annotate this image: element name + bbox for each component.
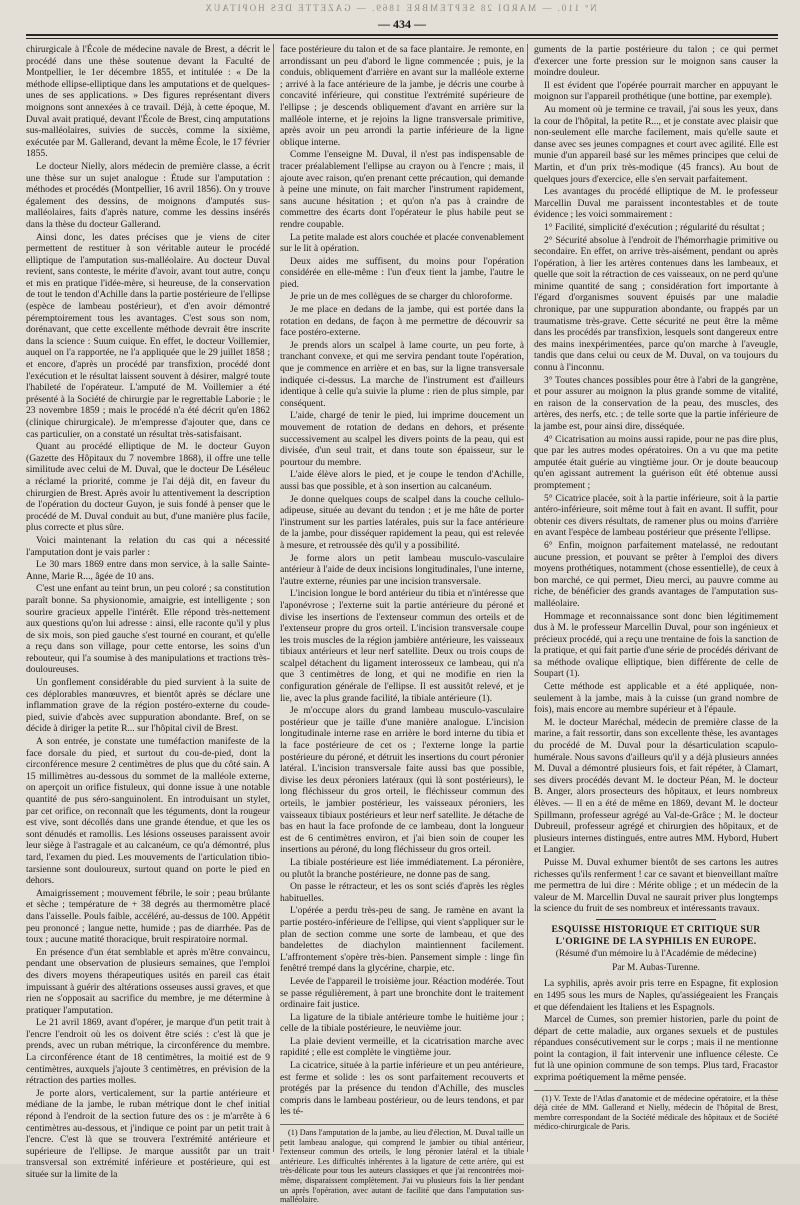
paragraph: Je m'occupe alors du grand lambeau musculo-vasculaire postérieur que je taille d'une manière analogue. L'incision longitudinale interne rase en arrière le bord interne du tibia et la face postérieure de cet os ; l'externe longe la partie postérieure du péroné, et détruit les insertions du court péronier latéral. L'incision transversale faite aussi bas que possible, divise les deux péroniers latéraux (qui là sont postérieurs), le long fléchisseur du gros orteil, le fléchisseur commun des orteils, le jambier postérieur, les vaisseaux péroniers, les vaisseaux tibiaux postérieurs et leur nerf satellite. Je détache de bas en haut la face profonde de ce lambeau, dont la longueur est de 6 centimètres environ, et j'ai bien soin de couper les insertions au péroné, du long fléchisseur du gros orteil. — [280, 705, 524, 856]
bleed-through-header: Nº 110. — MARDI 28 SEPTEMBRE 1869. — GAZETTE DES HOPITAUX — [203, 3, 597, 13]
paragraph: 1° Facilité, simplicité d'exécution ; régularité du résultat ; — [544, 221, 765, 233]
footnote-text: (1) Dans l'amputation de la jambe, au lieu d'élection, M. Duval taille un petit lambeau analogue, qui comprend le jambier ou tibial antérieur, l'extenseur commun des orteils, le long péronier latéral et la tibiale antérieure. Les difficultés inhérentes à la ligature de cette artère, qui est très-délicate pour tous les auteurs classiques et que j'ai rencontrées moi-même, disparaissent complètement. J'ai vu plusieurs fois la lier pendant un après l'opération, avec autant de facilité que dans l'amputation sus-malléolaire. — [280, 1128, 524, 1205]
column-divider — [527, 44, 528, 1152]
paragraph: Deux aides me suffisent, du moins pour l'opération considérée en elle-même : l'un d'eux tient la jambe, l'autre le pied. — [280, 255, 524, 290]
paragraph: Je porte alors, verticalement, sur la partie antérieure et médiane de la jambe, le ruban métrique dont le chef initial répond à l'endroit de la section future des os : je m'arrête à 6 centimètres au-dessous, et j'indique ce point par un petit trait à l'encre. C'est là que se trouvera l'extrémité antérieure et supérieure de l'ellipse. Je marque aussitôt par un trait transversal son extrémité inférieure et postérieure, qui est située sur la limite de la — [26, 1087, 270, 1180]
paragraph: La tibiale postérieure est liée immédiatement. La péronière, ou plutôt la branche postérieure, ne donne pas de sang. — [280, 856, 524, 880]
section-divider-ornament — [596, 919, 716, 920]
section-author: Par M. Aubas-Turenne. — [612, 962, 700, 973]
paragraph: On passe le rétracteur, et les os sont sciés d'après les règles habituelles. — [280, 881, 524, 904]
paragraph: Puisse M. Duval exhumer bientôt de ses cartons les autres richesses qu'ils renferment ! car ce savant et bienveillant maître me permettra de lui dire : Mérite oblige ; et un médecin de la valeur de M. Marcellin Duval ne saurait priver plus longtemps la science du fruit de ses nombreux et intéressants travaux. — [534, 856, 778, 915]
paragraph: La ligature de la tibiale antérieure tombe le huitième jour ; celle de la tibiale postérieure, le neuvième jour. — [280, 1011, 524, 1035]
footnote — [534, 1090, 778, 1132]
paragraph: Je prie un de mes collègues de se charger du chloroforme. — [290, 291, 513, 303]
paragraph: 2° Sécurité absolue à l'endroit de l'hémorrhagie primitive ou secondaire. En effet, on arrive très-aisément, pendant ou après l'opération, à lier les artères contenues dans les lambeaux, et quelle que soit la rétraction de ces vaisseaux, on ne perd qu'une minime quantité de sang ; considération fort importante à l'égard d'organismes souvent épuisés par une maladie chronique, par une suppuration abondante, ou frappés par un traumatisme très-grave. Cette sécurité ne peut être la même dans les procédés par transfixion, lesquels sont dangereux entre des mains inexpérimentées, parce qu'on marche à l'aveugle, tandis que dans celui ou ceux de M. Duval, on va toujours du connu à l'inconnu. — [534, 234, 778, 374]
paragraph: En présence d'un état semblable et après m'être convaincu, pendant une observation de plusieurs semaines, que l'emploi des divers moyens thérapeutiques usités en pareil cas était impuissant à guérir des altérations osseuses aussi graves, et que rien ne s'opposait au sacrifice du membre, je me détermine à pratiquer l'amputation. — [26, 946, 270, 1016]
paragraph: La petite malade est alors couchée et placée convenablement sur le lit à opération. — [280, 231, 524, 255]
paragraph: Comme l'enseigne M. Duval, il n'est pas indispensable de tracer préalablement l'ellipse au crayon ou à l'encre ; mais, il ajoute avec raison, qu'en prenant cette précaution, qui demande à peine une minute, on fait marcher l'instrument rapidement, sans aucune hésitation ; et qu'on n'a pas à craindre de commettre des écarts dont l'opérateur le plus habile peut se rendre coupable. — [280, 149, 524, 230]
footnote — [280, 1124, 524, 1205]
footnote-text: (1) V. Texte de l'Atlas d'anatomie et de médecine opératoire, et la thèse déjà citée de MM. Gallerand et Nielly, médecin de l'hôpital de Brest, membre correspondant de la Société médicale des hôpitaux et de Société médico-chirurgicale de Paris. — [534, 1093, 778, 1132]
paragraph: La plaie devient vermeille, et la cicatrisation marche avec rapidité ; elle est complète le vingtième jour. — [280, 1035, 524, 1059]
paragraph: La cicatrice, située à la partie inférieure et un peu antérieure, est ferme et solide : les os sont parfaitement recouverts et protégés par la présence du tendon d'Achille, des muscles compris dans le lambeau postérieur, ou de leurs tendons, et par les té- — [280, 1060, 524, 1118]
paragraph: Un gonflement considérable du pied survient à la suite de ces déplorables manœuvres, et bientôt après se déclare une inflammation grave de la région postéro-externe du coude-pied, suivie d'abcès avec suppuration abondante. Bref, on se décide à diriger la petite R... sur l'hôpital civil de Brest. — [26, 677, 270, 735]
paragraph: L'incision longue le bord antérieur du tibia et n'intéresse que l'aponévrose ; l'externe suit la partie antérieure du péroné et divise les insertions de l'extenseur commun des orteils et de l'extenseur propre du gros orteil. L'incision transversale coupe les trois muscles de la région jambière antérieure, les vaisseaux tibiaux antérieurs et leur nerf satellite. Deux ou trois coups de scalpel détachent du ligament interosseux ce lambeau, qui n'a que 3 centimètres de long, et qui ne modifie en rien la configuration générale de l'ellipse. Il est aussitôt relevé, et je lie, avec la plus grande facilité, la tibiale antérieure (1). — [280, 588, 524, 704]
paragraph: Marcel de Cumes, son premier historien, parle du point de départ de cette maladie, aux organes sexuels et de pustules répandues consécutivement sur le corps ; mais il ne mentionne point la contagion, il fait intervenir une influence céleste. Ce fut là une opinion commune de son temps. Plus tard, Fracastor exprima poétiquement la même pensée. — [534, 1014, 778, 1084]
paragraph: 6° Enfin, moignon parfaitement matelassé, ne redoutant aucune pression, et pouvant se prêter à l'emploi des divers moyens prothétiques, notamment (chose essentielle), de ceux à bon marché, ce qui permet, Dieu merci, au pauvre comme au riche, de bénéficier des grands avantages de l'amputation sus-malléolaire. — [534, 539, 778, 609]
paragraph: Ainsi donc, les dates précises que je viens de citer permettent de restituer à son véritable auteur le procédé elliptique de l'amputation sus-malléolaire. Au docteur Duval revient, sans conteste, le mérite d'avoir, avant tout autre, conçu et mis en pratique l'idée-mère, si heureuse, de la conservation de tout le tendon d'Achille dans la partie postérieure de l'ellipse (espèce de lambeau postérieur), et d'en avoir démontré péremptoirement tous les avantages. C'est sous son nom, dorénavant, que cette excellente méthode devrait être inscrite dans la science : Suum cuique. En effet, le docteur Voillemier, auquel on l'a rapportée, ne l'a appliquée que le 29 juillet 1858 ; et encore, d'après un procédé par transfixion, procédé dont l'exécution et le résultat laissent souvent à désirer, malgré toute l'habileté de l'opérateur. L'amputé de M. Voillemier a été présenté à la Société de chirurgie par le regrettable Laborie ; le 23 novembre 1859 ; mais le procédé n'a été décrit qu'en 1862 (clinique chirurgicale). Je m'empresse d'ajouter que, dans ce cas particulier, on a constaté un résultat très-satisfaisant. — [26, 231, 270, 440]
paragraph: Je me place en dedans de la jambe, qui est portée dans la rotation en dedans, de façon à me permettre de découvrir sa face postéro-externe. — [280, 304, 524, 339]
paragraph: Le docteur Nielly, alors médecin de première classe, a écrit une thèse sur un sujet analogue : Étude sur l'amputation : méthodes et procédés (Montpellier, 16 avril 1856). On y trouve également des dessins, de moignons d'amputés sus-malléolaires, faits d'après nature, comme les dessins insérés dans la thèse du docteur Gallerand. — [26, 160, 270, 230]
paragraph: Cette méthode est applicable et a été appliquée, non-seulement à la jambe, mais à la cuisse (un grand nombre de fois), mais encore au membre supérieur et à l'épaule. — [534, 681, 778, 716]
paragraph: Le 21 avril 1869, avant d'opérer, je marque d'un petit trait à l'encre l'endroit où les os doivent être sciés : c'est là que je prends, avec un ruban métrique, la circonférence du membre. La circonférence étant de 18 centimètres, la moitié est de 9 centimètres, auxquels j'ajoute 3 centimètres, en prévision de la rétraction des parties molles. — [26, 1017, 270, 1087]
paragraph: Voici maintenant la relation du cas qui a nécessité l'amputation dont je vais parler : — [26, 534, 270, 558]
paragraph: M. le docteur Maréchal, médecin de première classe de la marine, a fait ressortir, dans son excellente thèse, les avantages du procédé de M. Duval pour la désarticulation scapulo-humérale. Nous savons d'ailleurs qu'il y a déjà plusieurs années M. Duval a démontré plusieurs fois, et fait répéter, à Clamart, ses divers procédés devant M. le docteur Péan, M. le docteur B. Anger, alors prosecteurs des hôpitaux, et leurs nombreux élèves. — Il en a été de même en 1869, devant M. le docteur Spillmann, professeur agrégé au Val-de-Grâce ; M. le docteur Dubreuil, professeur agrégé et chirurgien des hôpitaux, et de plusieurs internes distingués, entre autres MM. Hybord, Hubert et Langier. — [534, 716, 778, 856]
paragraph: A son entrée, je constate une tuméfaction manifeste de la face dorsale du pied, et surtout du cou-de-pied, dont la circonférence mesure 2 centimètres de plus que du côté sain. A 15 millimètres au-dessous du sommet de la malléole externe, on aperçoit un orifice fistuleux, qui donne issue à une notable quantité de pus séro-sanguinolent. En introduisant un stylet, par cet orifice, on reconnaît que les téguments, dont la rougeur est vive, sont décollés dans une grande étendue, et que les os sont dénudés et ramollis. Les lésions osseuses paraissent avoir leur siège à l'astragale et au calcanéum, ce qu'a démontré, plus tard, l'examen du pied. Les mouvements de l'articulation tibio-tarsienne sont douloureux, surtout quand on porte le pied en dehors. — [26, 736, 270, 887]
paragraph: Hommage et reconnaissance sont donc bien légitimement dus à M. le professeur Marcellin Duval, pour son ingénieux et précieux procédé, qui a reçu une trentaine de fois la sanction de la pratique, et qui fait partie d'une série de procédés dérivant de sa méthode ovalique elliptique, bien différente de celle de Soupart (1). — [534, 610, 778, 680]
column-divider — [273, 44, 274, 1152]
paragraph: Au moment où je termine ce travail, j'ai sous les yeux, dans la cour de l'hôpital, la petite R..., et je constate avec plaisir que non-seulement elle marche facilement, mais qu'elle saute et danse avec ses jeunes compagnes et court avec agilité. Elle est munie d'un appareil basé sur les mêmes principes que celui de Martin, et d'un prix très-modique (45 francs). Au bout de quelques jours d'exercice, elle s'en servait parfaitement. — [534, 103, 778, 185]
paragraph: 5° Cicatrice placée, soit à la partie inférieure, soit à la partie antéro-inférieure, soit même tout à fait en avant. Il suffit, pour obtenir ces divers résultats, de ramener plus ou moins d'arrière en avant l'espèce de lambeau postérieur que présente l'ellipse. — [534, 492, 778, 539]
paragraph: face postérieure du talon et de sa face plantaire. Je remonte, en arrondissant un peu d'abord le ligne commencée ; puis, je la conduis, obliquement d'arrière en avant sur la malléole externe ; arrivé à la face antérieure de la jambe, je décris une courbe à concavité inférieure, qui constitue l'extrémité supérieure de l'ellipse ; je descends obliquement d'avant en arrière sur la malléole interne, et je rejoins la ligne transversale primitive, après avoir un peu arrondi la partie inférieure de la ligne oblique interne. — [280, 44, 524, 148]
section-title: ESQUISSE HISTORIQUE ET CRITIQUE SUR L'ORIGINE DE LA SYPHILIS EN EUROPE. — [551, 923, 761, 947]
header-rule — [26, 34, 778, 36]
paragraph: Je donne quelques coups de scalpel dans la couche cellulo-adipeuse, située au devant du tendon ; et je me hâte de porter l'instrument sur les parties latérales, puis sur la face antérieure de la jambe, pour disséquer rapidement la peau, qui est relevée à mesure, et retroussée dès qu'il y a possibilité. — [280, 493, 524, 551]
paragraph: Amaigrissement ; mouvement fébrile, le soir ; peau brûlante et sèche ; température de + 38 degrés au thermomètre placé dans l'aisselle. Pouls faible, accéléré, au-dessus de 100. Appétit peu prononcé ; langue nette, humide ; pas de diarrhée. Pas de toux ; aucune matité thoracique, bruit respiratoire normal. — [26, 887, 270, 946]
header-rule-thin — [26, 38, 778, 39]
column-right — [534, 44, 778, 1156]
page-number: — 434 — — [378, 17, 426, 31]
paragraph: L'aide, chargé de tenir le pied, lui imprime doucement un mouvement de rotation de dedans en dehors, et présente successivement au scalpel les divers points de la peau, qui est divisée, d'un seul trait, et dans toute son épaisseur, sur le pourtour du membre. — [280, 410, 524, 468]
paragraph: L'opérée a perdu très-peu de sang. Je ramène en avant la partie postéro-inférieure de l'ellipse, qui vient s'appliquer sur le plan de section comme une sorte de lambeau, et que des bandelettes de diachylon maintiennent facilement. L'affrontement s'opère très-bien. Pansement simple : linge fin fenêtré trempé dans la glycérine, charpie, etc. — [280, 905, 524, 975]
paragraph: C'est une enfant au teint brun, un peu coloré ; sa constitution paraît bonne. Sa physionomie, amaigrie, est intelligente ; son sourire gracieux appelle l'intérêt. Elle répond très-nettement aux questions qu'on lui adresse : ainsi, elle raconte qu'il y plus de six mois, son pied gauche s'est tourné en courant, et qu'elle a reçu dans son village, pour cette entorse, les soins d'un rebouteur, qui l'a soumise à des manipulations et tractions très-douloureuses. — [26, 583, 270, 676]
section-subtitle: (Résumé d'un mémoire lu à l'Académie de médecine) — [555, 949, 757, 960]
paragraph: Il est évident que l'opérée pourrait marcher en appuyant le moignon sur l'appareil prothétique (une bottine, par exemple). — [534, 79, 778, 103]
paragraph: La syphilis, après avoir pris terre en Espagne, fit explosion en 1495 sous les murs de Naples, qu'assiégeaient les Français et que défendaient les Italiens et les Espagnols. — [534, 978, 778, 1013]
paragraph: Le 30 mars 1869 entre dans mon service, à la salle Sainte-Anne, Marie R..., âgée de 10 ans. — [26, 559, 270, 582]
paragraph: Quant au procédé elliptique de M. le docteur Guyon (Gazette des Hôpitaux du 7 novembre 1868), il offre une telle similitude avec celui de M. Duval, que le docteur De Léséleuc a réclamé la priorité, comme je l'ai déjà dit, en faveur du chirurgien de Brest. Après avoir lu attentivement la description de l'opération du docteur Guyon, je suis fondé à penser que le procédé de M. Duval conduit au but, d'une manière plus facile, plus correcte et plus sûre. — [26, 441, 270, 534]
paragraph: Les avantages du procédé elliptique de M. le professeur Marcellin Duval me paraissent incontestables et de toute évidence ; les voici sommairement : — [534, 186, 778, 221]
paragraph: Levée de l'appareil le troisième jour. Réaction modérée. Tout se passe régulièrement, à part une bronchite dont le traitement ordinaire fait justice. — [280, 975, 524, 1011]
column-middle — [280, 44, 524, 1205]
column-left — [26, 44, 270, 1180]
paragraph: Je prends alors un scalpel à lame courte, un peu forte, à tranchant convexe, et qui me servira pendant toute l'opération, que je commence en arrière et en bas, sur la ligne transversale indiquée ci-dessus. La marche de l'instrument est d'ailleurs identique à celle qu'a suivie la plume : rien de plus simple, par conséquent. — [280, 339, 524, 409]
paragraph: 4° Cicatrisation au moins aussi rapide, pour ne pas dire plus, que par les autres modes opératoires. On a vu que ma petite amputée était guérie au vingtième jour. Or je doute beaucoup qu'en agissant autrement la guérison eût été obtenue aussi promptement ; — [534, 433, 778, 491]
page-header — [26, 15, 778, 39]
paragraph: Je forme alors un petit lambeau musculo-vasculaire antérieur à l'aide de deux incisions longitudinales, l'une interne, l'autre externe, réunies par une incision transversale. — [280, 552, 524, 587]
paragraph: 3° Toutes chances possibles pour être à l'abri de la gangrène, et pour assurer au moignon la plus grande somme de vitalité, en raison de la conservation de la peau, des muscles, des artères, des nerfs, etc. ; de telle sorte que la partie inférieure de la jambe est, pour ainsi dire, disséquée. — [534, 374, 778, 432]
paragraph: guments de la partie postérieure du talon ; ce qui permet d'exercer une forte pression sur le moignon sans causer la moindre douleur. — [534, 44, 778, 79]
paragraph: chirurgicale à l'École de médecine navale de Brest, a décrit le procédé dans une thèse soutenue devant la Faculté de Montpellier, le 1er décembre 1855, et intitulée : « De la méthode ellipse-elliptique dans les amputations et de quelques-unes de ses applications. » Des figures représentant divers moignons sont annexées à ce travail. Déjà, à cette époque, M. Duval avait pratiqué, devant l'École de Brest, cinq amputations sus-malléolaires, suivies de succès, comme la sixième, exécutée par M. Gallerand, devant la même École, le 17 février 1855. — [26, 44, 270, 160]
paragraph: L'aide élève alors le pied, et je coupe le tendon d'Achille, aussi bas que possible, et à son insertion au calcanéum. — [280, 469, 524, 492]
